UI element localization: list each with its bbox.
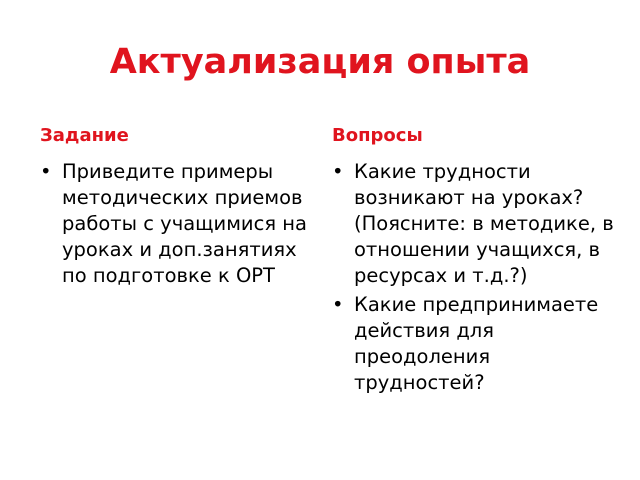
questions-heading: Вопросы (332, 125, 423, 146)
task-heading: Задание (40, 125, 129, 146)
bullet-icon: • (332, 293, 344, 316)
task-list (40, 159, 320, 289)
task-item-text: Приведите примеры методических приемов работы с учащимися на уроках и доп.занятиях по подготовке к ОРТ (62, 160, 307, 287)
question-item-text: Какие трудности возникают на уроках?(Поясните: в методике, в отношении учащихся, в ресурсах и т.д.?) (354, 160, 614, 287)
questions-column (332, 125, 617, 399)
task-column (40, 125, 320, 292)
questions-list (332, 159, 617, 396)
question-item (332, 159, 617, 289)
bullet-icon: • (332, 160, 344, 183)
question-item-text: Какие предпринимаете действия для преодоления трудностей? (354, 293, 599, 394)
bullet-icon: • (40, 160, 52, 183)
task-item (40, 159, 320, 289)
slide-title: Актуализация опыта (109, 42, 531, 82)
question-item (332, 292, 617, 396)
